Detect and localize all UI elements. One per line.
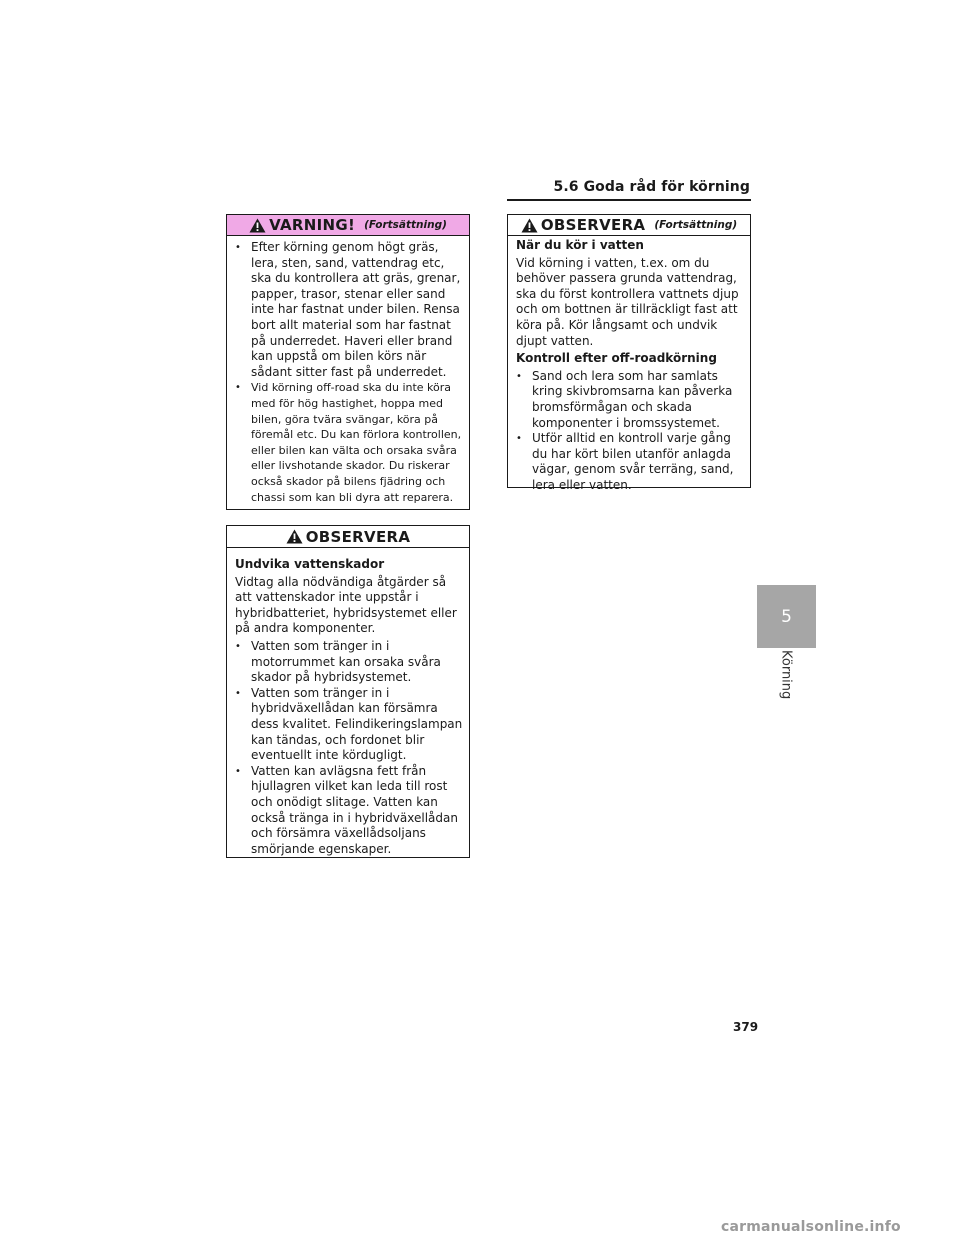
warning-triangle-icon <box>286 529 303 544</box>
warning-triangle-icon <box>521 218 538 233</box>
warning-box-header <box>227 215 469 236</box>
notice-intro: Vidtag alla nödvändiga åtgärder så att vattenskador inte uppstår i hybridbatteriet, hybridsystemet eller på andra komponenter. <box>235 574 457 636</box>
notice-box-header <box>227 526 469 548</box>
notice-box-continued <box>507 214 751 492</box>
chapter-tab <box>757 585 816 648</box>
notice-subheading: Kontroll efter off-roadkörning <box>516 351 717 366</box>
notice-bullet: • Vatten kan avlägsna fett från hjullagren vilket kan leda till rost och onödigt slitage. Vatten kan också tränga in i hybridväxellådan och försämra växellådsoljans smörjande egenskaper. <box>235 764 463 858</box>
notice-subheading: Undvika vattenskador <box>235 557 385 571</box>
notice-intro: Vid körning i vatten, t.ex. om du behöver passera grunda vattendrag, ska du först kontrollera vattnets djup och om bottnen är tillräckligt fast att köra på. Kör långsamt och undvik djupt vatten. <box>516 255 739 348</box>
warning-continued: (Fortsättning) <box>364 219 447 231</box>
warning-label: VARNING! <box>269 216 356 234</box>
notice-label: OBSERVERA <box>540 216 646 234</box>
notice-box-water-damage <box>226 525 470 858</box>
warning-triangle-icon <box>249 218 266 233</box>
notice-bullet: • Sand och lera som har samlats kring skivbromsarna kan påverka bromsförmågan och skada komponenter i bromssystemet. <box>516 369 744 431</box>
warning-box <box>226 214 470 510</box>
notice-bullet: • Utför alltid en kontroll varje gång du har kört bilen utanför anlagda vägar, genom svår terräng, sand, lera eller vatten. <box>516 431 744 493</box>
notice-bullet: • Vatten som tränger in i hybridväxellådan kan försämra dess kvalitet. Felindikeringslampan kan tändas, och fordonet blir eventuellt inte kördugligt. <box>235 686 463 764</box>
notice-continued: (Fortsättning) <box>654 219 738 231</box>
footer-watermark: carmanualsonline.info <box>721 1219 901 1235</box>
notice-box-header <box>508 215 750 236</box>
warning-bullet: • Vid körning off-road ska du inte köra med för hög hastighet, hoppa med bilen, göra tvära svängar, köra på föremål etc. Du kan förlora kontrollen, eller bilen kan välta och orsaka svåra eller livshotande skador. Du riskerar också skador på bilens fjädring och chassi som kan bli dyra att reparera. <box>235 380 463 505</box>
page-number: 379 <box>733 1020 759 1034</box>
header-rule <box>507 199 751 201</box>
section-title: 5.6 Goda råd för körning <box>553 179 750 195</box>
notice-label: OBSERVERA <box>305 527 411 546</box>
chapter-label: Körning <box>778 650 794 700</box>
warning-bullet: • Efter körning genom högt gräs, lera, sten, sand, vattendrag etc, ska du kontrollera att gräs, grenar, papper, trasor, stenar eller sand inte har fastnat under bilen. Rensa bort allt material som har fastnat på underredet. Haveri eller brand kan uppstå om bilen körs när sådant sitter fast på underredet. <box>235 240 463 380</box>
chapter-number: 5 <box>781 606 792 627</box>
notice-subheading: När du kör i vatten <box>516 238 644 252</box>
notice-bullet: • Vatten som tränger in i motorrummet kan orsaka svåra skador på hybridsystemet. <box>235 639 463 686</box>
